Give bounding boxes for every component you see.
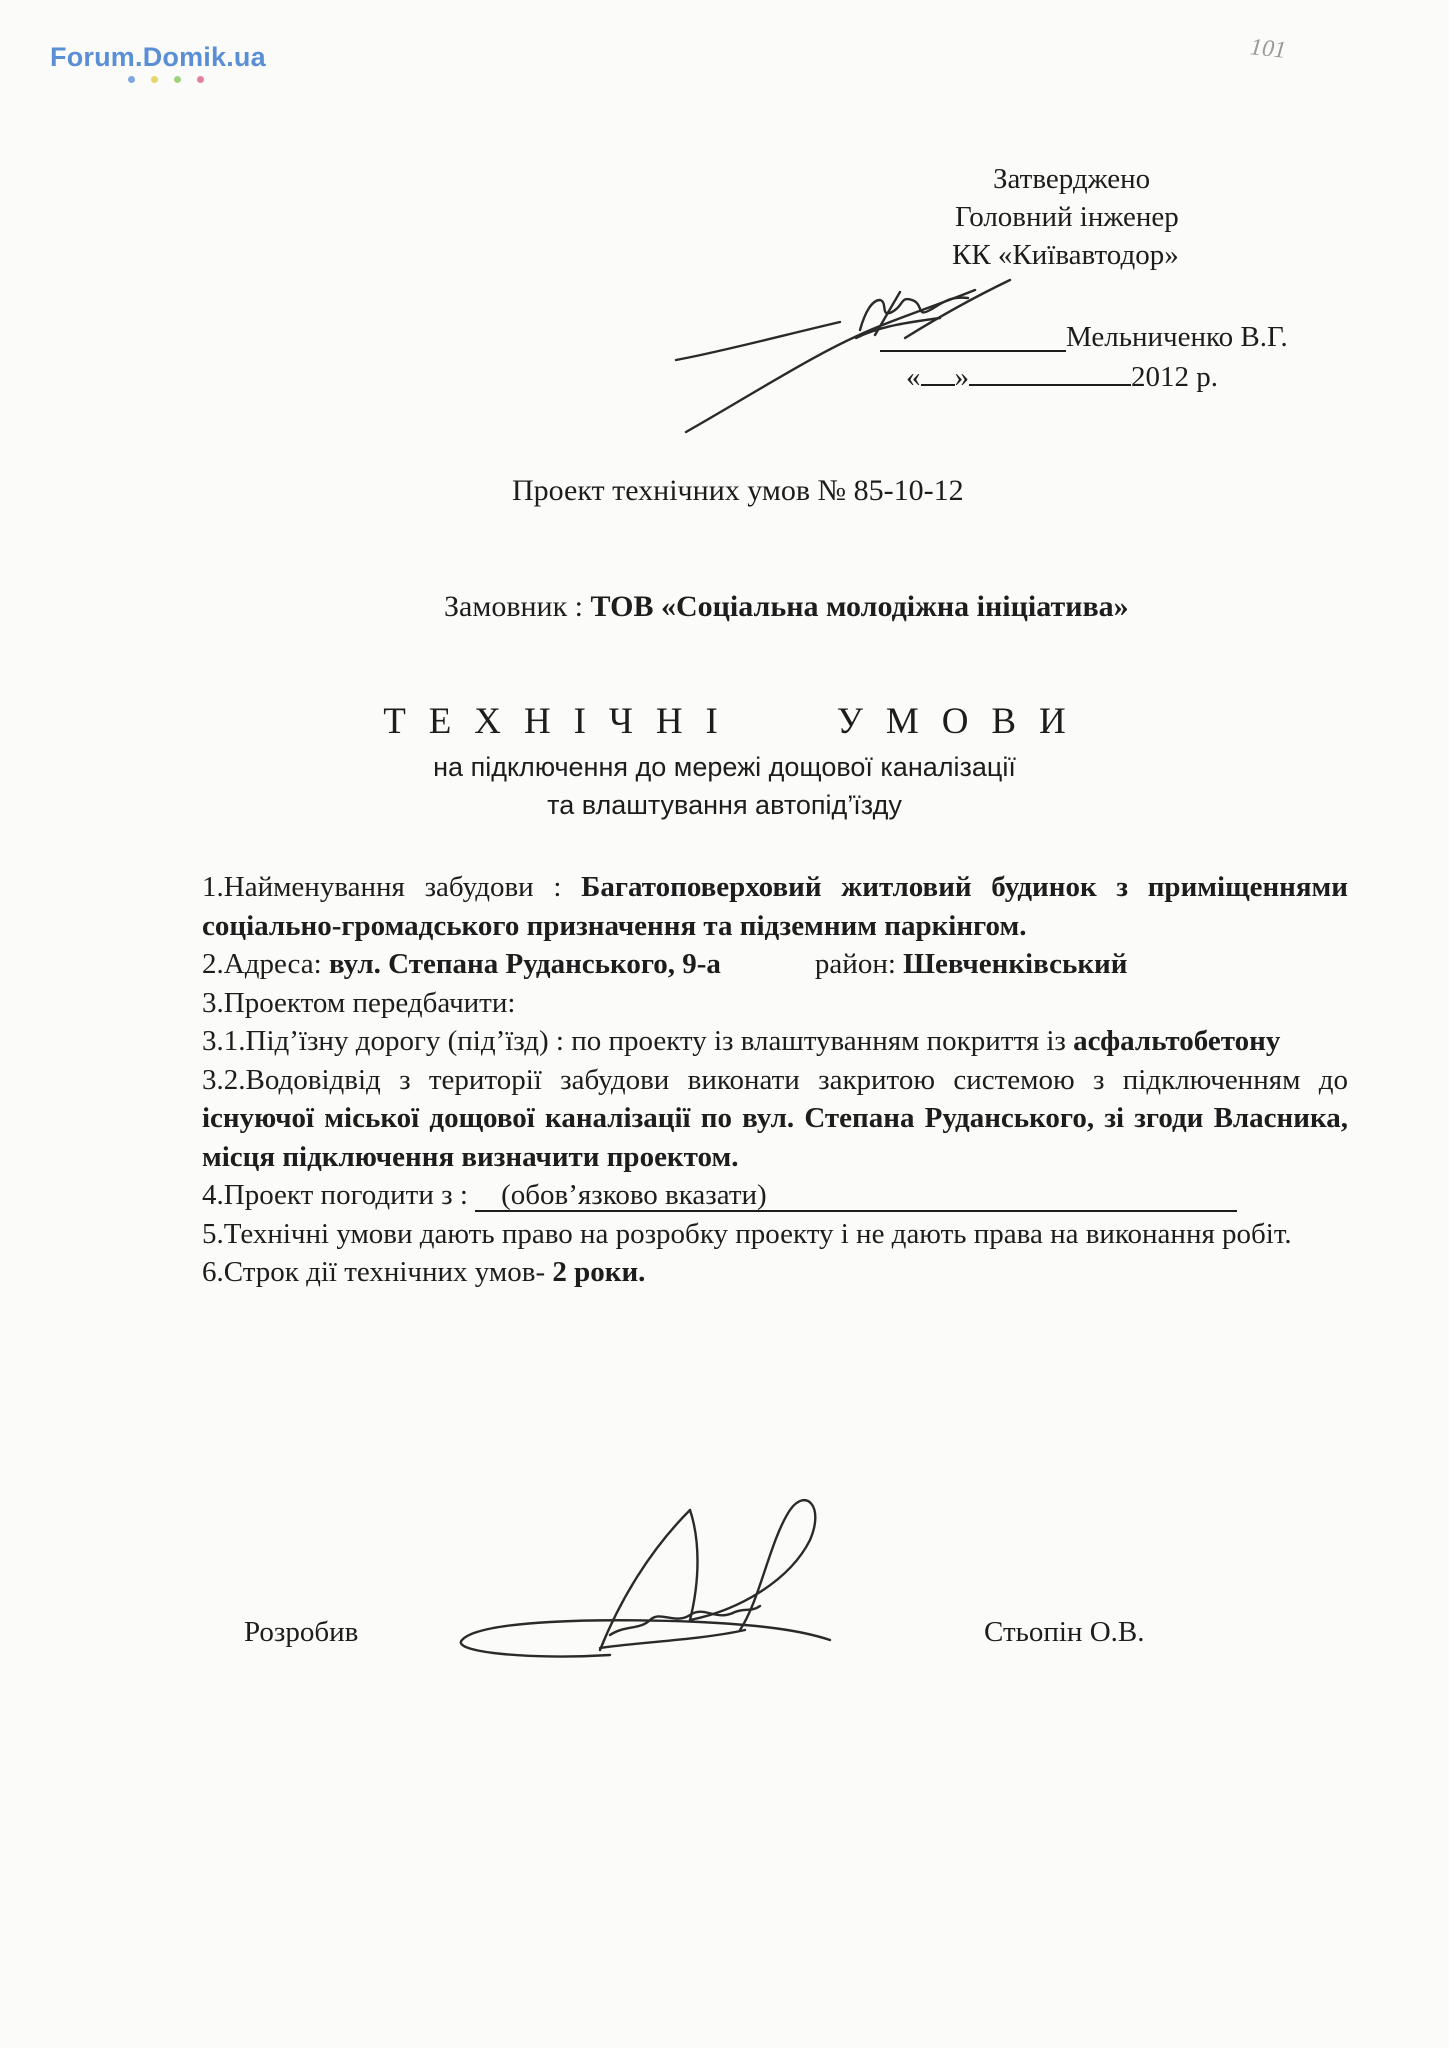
- date-month-blank: [969, 360, 1131, 386]
- date-day-blank: [921, 360, 955, 386]
- watermark-dot: [128, 76, 135, 83]
- item-3-2-bold: існуючої міської дощової каналізації по вул. Степана Руданського, зі згоди Власника, місця підключення визначити проектом.: [202, 1102, 1348, 1173]
- item-3-1-bold: асфальтобетону: [1073, 1025, 1281, 1057]
- date-year: 2012 р.: [1131, 361, 1218, 393]
- developer-name: Стьопін О.В.: [984, 1616, 1145, 1648]
- item-2-value: вул. Степана Руданського, 9-а: [328, 948, 721, 980]
- item-2: [202, 945, 1348, 984]
- approval-signature-line: [880, 350, 1066, 352]
- item-3-1-text: 3.1.Під’їзну дорогу (під’їзд) : по проекту із влаштуванням покриття із: [202, 1025, 1074, 1057]
- item-2-label: 2.Адреса:: [202, 948, 329, 980]
- heading-subtitle-1: на підключення до мережі дощової каналізації: [433, 752, 1016, 782]
- item-2-district-label: район:: [814, 948, 904, 980]
- conditions-list: [202, 868, 1348, 1292]
- item-1: [202, 868, 1348, 945]
- item-3-1: [202, 1022, 1348, 1061]
- watermark-logo: Forum.Domik.ua: [50, 42, 266, 72]
- approval-line-1: Затверджено: [993, 163, 1151, 195]
- item-4-value: (обов’язково вказати): [475, 1180, 1237, 1212]
- approval-line-2: Головний інженер: [955, 201, 1179, 233]
- item-4-label: 4.Проект погодити з :: [202, 1179, 476, 1211]
- watermark-dot: [197, 76, 204, 83]
- approval-signature: [676, 280, 1010, 432]
- item-6-label: 6.Строк дії технічних умов-: [202, 1256, 553, 1288]
- customer-line: [444, 590, 1129, 624]
- customer-name: ТОВ «Соціальна молодіжна ініціатива»: [590, 590, 1129, 623]
- document-heading: [0, 700, 1449, 743]
- date-open-quote: «: [906, 361, 921, 393]
- item-3-2-text: 3.2.Водовідвід з території забудови виконати закритою системою з підключенням до: [202, 1063, 1348, 1096]
- customer-label: Замовник :: [444, 590, 591, 623]
- item-2-district-value: Шевченківський: [903, 948, 1128, 980]
- approval-date-row: [906, 358, 1218, 396]
- developer-signature: [461, 1500, 830, 1656]
- item-3-2: [202, 1061, 1348, 1177]
- watermark-dot: [174, 76, 181, 83]
- corner-handwritten-mark: 101: [1248, 34, 1288, 64]
- approval-line-3: КК «Київавтодор»: [952, 239, 1179, 271]
- date-close-quote: »: [954, 361, 969, 393]
- developer-label: Розробив: [244, 1616, 359, 1648]
- item-6: [202, 1253, 1348, 1292]
- heading-subtitle-2: та влаштування автопід’їзду: [547, 790, 902, 820]
- heading-word-2: УМОВИ: [836, 701, 1089, 742]
- item-5: 5.Технічні умови дають право на розробку проекту і не дають права на виконання робіт.: [202, 1217, 1292, 1250]
- watermark-dots: [128, 76, 204, 83]
- watermark-dot: [151, 76, 158, 83]
- item-1-value: Багатоповерховий житловий будинок з приміщеннями соціально-громадського призначення та підземним паркінгом.: [202, 871, 1349, 942]
- item-6-value: 2 роки.: [552, 1256, 646, 1288]
- item-3: 3.Проектом передбачити:: [202, 986, 516, 1019]
- item-1-label: 1.Найменування забудови :: [202, 871, 582, 903]
- project-title: Проект технічних умов № 85-10-12: [512, 474, 964, 507]
- item-4: [202, 1176, 1348, 1215]
- approval-signer-name: Мельниченко В.Г.: [1066, 321, 1288, 353]
- heading-word-1: ТЕХНІЧНІ: [383, 701, 741, 742]
